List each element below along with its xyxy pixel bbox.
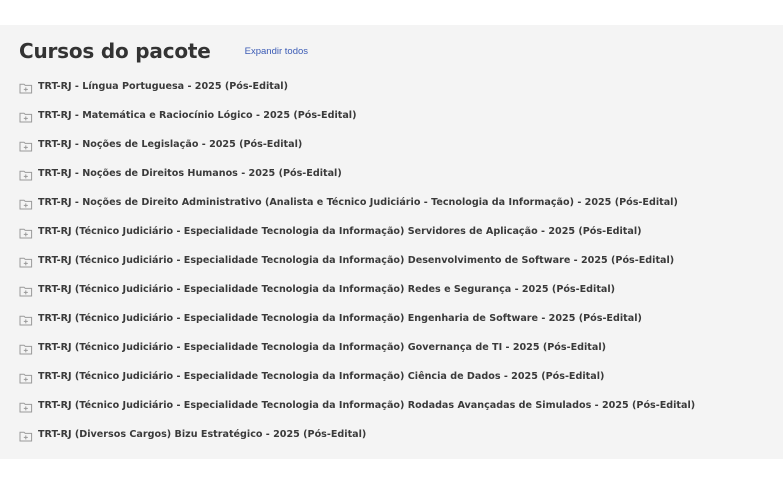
course-title: TRT-RJ (Técnico Judiciário - Especialidade Tecnologia da Informação) Desenvolvimento de Software - 2025 (Pós-Edital) [38,255,675,266]
course-package-panel [0,25,783,459]
course-title: TRT-RJ - Noções de Direito Administrativo (Analista e Técnico Judiciário - Tecnologia da Informação) - 2025 (Pós-Edital) [38,197,678,208]
course-title: TRT-RJ - Noções de Legislação - 2025 (Pós-Edital) [38,139,303,150]
folder-plus-icon [19,139,33,151]
section-title: Cursos do pacote [19,39,211,63]
folder-plus-icon [19,255,33,267]
course-item[interactable] [19,159,695,188]
folder-plus-icon [19,342,33,354]
course-title: TRT-RJ (Técnico Judiciário - Especialidade Tecnologia da Informação) Servidores de Aplicação - 2025 (Pós-Edital) [38,226,642,237]
course-item[interactable] [19,72,695,101]
course-item[interactable] [19,101,695,130]
folder-plus-icon [19,429,33,441]
course-item[interactable] [19,304,695,333]
folder-plus-icon [19,110,33,122]
course-title: TRT-RJ (Técnico Judiciário - Especialidade Tecnologia da Informação) Ciência de Dados - 2025 (Pós-Edital) [38,371,605,382]
course-title: TRT-RJ (Técnico Judiciário - Especialidade Tecnologia da Informação) Rodadas Avançadas de Simulados - 2025 (Pós-Edital) [38,400,696,411]
section-header [19,39,308,63]
course-item[interactable] [19,362,695,391]
course-title: TRT-RJ - Língua Portuguesa - 2025 (Pós-Edital) [38,81,288,92]
folder-plus-icon [19,400,33,412]
course-title: TRT-RJ (Técnico Judiciário - Especialidade Tecnologia da Informação) Redes e Segurança - 2025 (Pós-Edital) [38,284,616,295]
folder-plus-icon [19,168,33,180]
course-item[interactable] [19,246,695,275]
folder-plus-icon [19,371,33,383]
folder-plus-icon [19,226,33,238]
course-item[interactable] [19,275,695,304]
course-item[interactable] [19,391,695,420]
course-title: TRT-RJ - Noções de Direitos Humanos - 2025 (Pós-Edital) [38,168,342,179]
course-title: TRT-RJ (Técnico Judiciário - Especialidade Tecnologia da Informação) Governança de TI - 2025 (Pós-Edital) [38,342,607,353]
course-title: TRT-RJ (Diversos Cargos) Bizu Estratégico - 2025 (Pós-Edital) [38,429,367,440]
course-title: TRT-RJ (Técnico Judiciário - Especialidade Tecnologia da Informação) Engenharia de Software - 2025 (Pós-Edital) [38,313,642,324]
course-title: TRT-RJ - Matemática e Raciocínio Lógico - 2025 (Pós-Edital) [38,110,357,121]
expand-all-link[interactable]: Expandir todos [244,46,309,57]
folder-plus-icon [19,284,33,296]
course-item[interactable] [19,333,695,362]
folder-plus-icon [19,197,33,209]
folder-plus-icon [19,81,33,93]
folder-plus-icon [19,313,33,325]
course-item[interactable] [19,420,695,449]
course-item[interactable] [19,217,695,246]
course-item[interactable] [19,188,695,217]
course-list [19,72,695,449]
course-item[interactable] [19,130,695,159]
